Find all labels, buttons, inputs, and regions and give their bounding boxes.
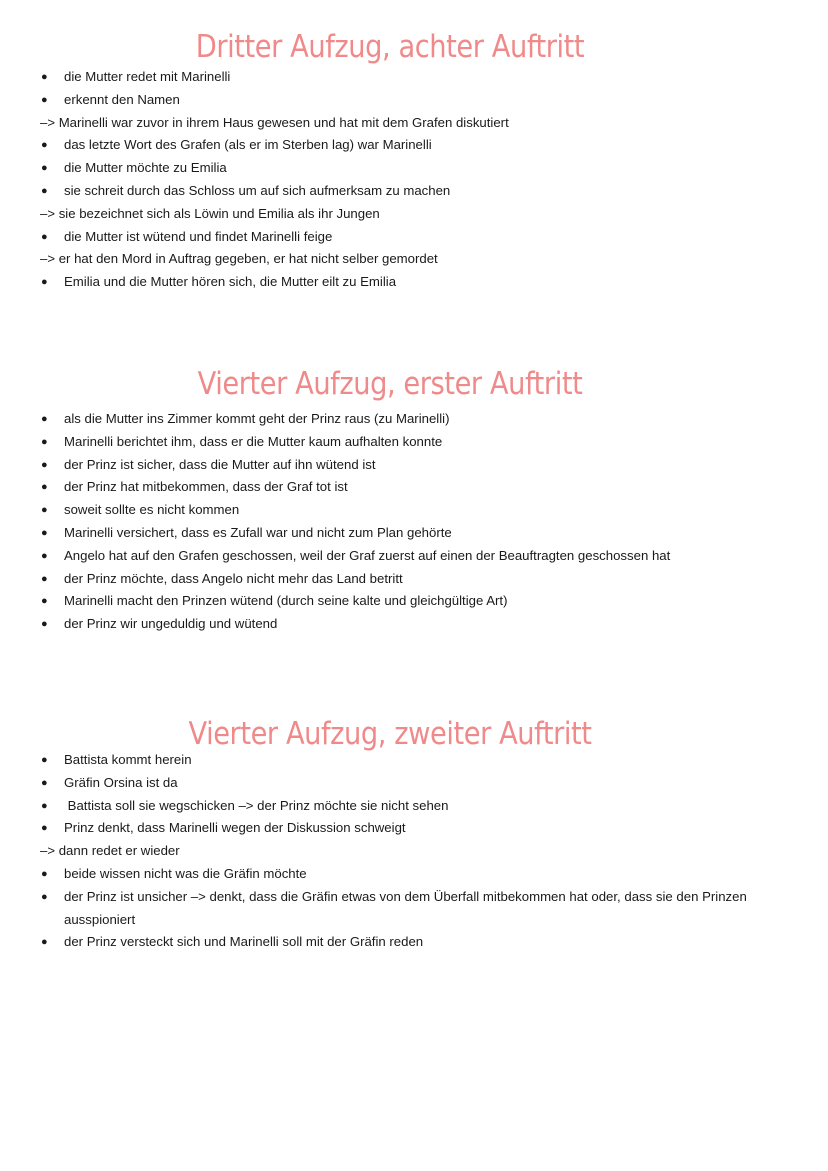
arrow-note: –> dann redet er wieder	[40, 843, 180, 859]
list-item: ● Battista kommt herein	[0, 749, 828, 772]
bullet-icon: ●	[41, 230, 48, 243]
arrow-note: –> Marinelli war zuvor in ihrem Haus gewesen und hat mit dem Grafen diskutiert	[40, 114, 509, 130]
bullet-icon: ●	[41, 458, 48, 471]
list-item: ● der Prinz versteckt sich und Marinelli soll mit der Gräfin reden	[0, 931, 828, 954]
bullet-icon: ●	[41, 549, 48, 562]
list-item: ● erkennt den Namen	[0, 89, 828, 112]
bullet-icon: ●	[41, 867, 48, 880]
bullet-icon: ●	[41, 71, 48, 83]
bullet-icon: ●	[41, 754, 48, 766]
list-item: ● sie schreit durch das Schloss um auf sich aufmerksam zu machen	[0, 180, 828, 203]
list-item: ● Gräfin Orsina ist da	[0, 772, 828, 795]
list-item: ● Emilia und die Mutter hören sich, die Mutter eilt zu Emilia	[0, 271, 828, 294]
bullet-icon: ●	[41, 413, 48, 425]
bullet-icon: ●	[41, 799, 48, 812]
list-item: ● der Prinz möchte, dass Angelo nicht mehr das Land betritt	[0, 568, 828, 591]
bullet-icon: ●	[41, 618, 48, 631]
bullet-icon: ●	[41, 481, 48, 494]
section-heading: Vierter Aufzug, zweiter Auftritt	[188, 716, 592, 752]
bullet-icon: ●	[41, 822, 48, 835]
bullet-icon: ●	[41, 890, 48, 903]
arrow-note: –> sie bezeichnet sich als Löwin und Emilia als ihr Jungen	[40, 205, 380, 221]
list-item: ● als die Mutter ins Zimmer kommt geht der Prinz raus (zu Marinelli)	[0, 408, 828, 431]
list-item: ● der Prinz ist unsicher –> denkt, dass die Gräfin etwas von dem Überfall mitbekommen hat oder, dass sie den Prinzen ausspioniert	[0, 886, 784, 932]
list-item: ● beide wissen nicht was die Gräfin möchte	[0, 863, 828, 886]
bullet-icon: ●	[41, 526, 48, 539]
bullet-icon: ●	[41, 595, 48, 608]
notes-list	[0, 408, 828, 636]
list-item: ● der Prinz hat mitbekommen, dass der Graf tot ist	[0, 476, 828, 499]
bullet-icon: ●	[41, 504, 48, 517]
notes-list	[0, 749, 828, 954]
bullet-icon: ●	[41, 276, 48, 289]
bullet-icon: ●	[41, 139, 48, 152]
list-item: ● Marinelli berichtet ihm, dass er die Mutter kaum aufhalten konnte	[0, 431, 828, 454]
list-item: ● soweit sollte es nicht kommen	[0, 499, 828, 522]
list-item: ● der Prinz ist sicher, dass die Mutter auf ihn wütend ist	[0, 454, 828, 477]
list-item: ● Battista soll sie wegschicken –> der Prinz möchte sie nicht sehen	[0, 795, 828, 818]
section-heading: Vierter Aufzug, erster Auftritt	[197, 366, 583, 402]
list-item: ● Prinz denkt, dass Marinelli wegen der Diskussion schweigt	[0, 817, 828, 840]
bullet-icon: ●	[41, 162, 48, 175]
notes-list	[0, 66, 828, 294]
bullet-icon: ●	[41, 93, 48, 106]
list-item: ● der Prinz wir ungeduldig und wütend	[0, 613, 828, 636]
bullet-icon: ●	[41, 936, 48, 949]
list-item: ● das letzte Wort des Grafen (als er im Sterben lag) war Marinelli	[0, 134, 828, 157]
list-item: ● die Mutter redet mit Marinelli	[0, 66, 828, 89]
list-item: ● die Mutter möchte zu Emilia	[0, 157, 828, 180]
bullet-icon: ●	[41, 776, 48, 789]
list-item: ● Marinelli macht den Prinzen wütend (durch seine kalte und gleichgültige Art)	[0, 590, 828, 613]
list-item: ● die Mutter ist wütend und findet Marinelli feige	[0, 226, 828, 249]
bullet-icon: ●	[41, 435, 48, 448]
list-item: ● Angelo hat auf den Grafen geschossen, weil der Graf zuerst auf einen der Beauftragten geschossen hat	[0, 545, 828, 568]
list-item: ● Marinelli versichert, dass es Zufall war und nicht zum Plan gehörte	[0, 522, 828, 545]
section-heading: Dritter Aufzug, achter Auftritt	[195, 29, 585, 65]
bullet-icon: ●	[41, 184, 48, 197]
bullet-icon: ●	[41, 572, 48, 585]
arrow-note: –> er hat den Mord in Auftrag gegeben, er hat nicht selber gemordet	[40, 251, 438, 267]
